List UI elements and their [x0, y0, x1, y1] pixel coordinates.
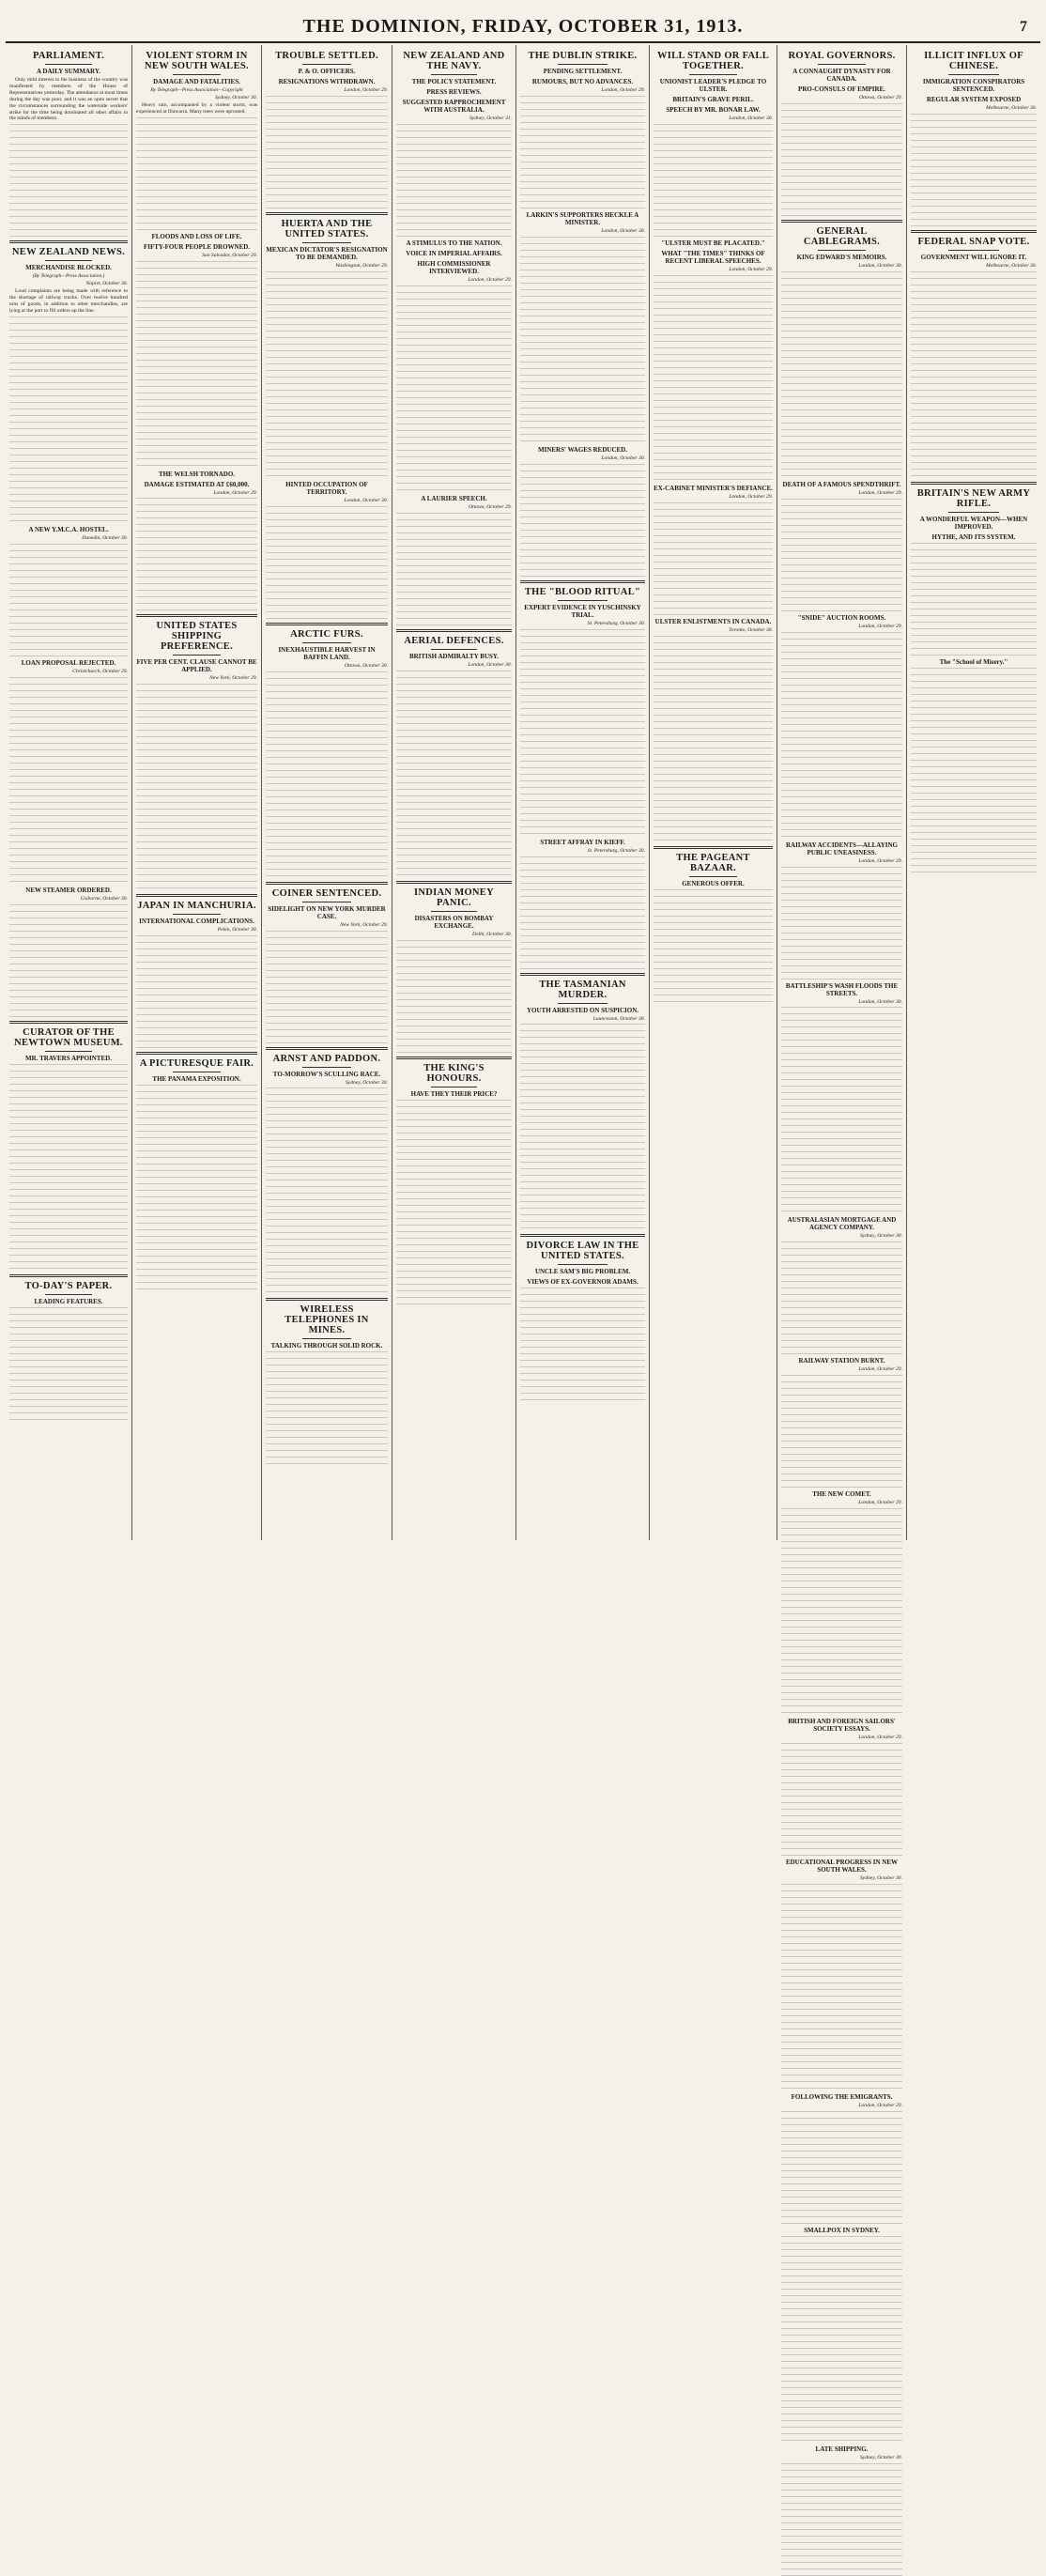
article — [266, 212, 388, 478]
article — [9, 1274, 128, 1420]
body-text-block — [396, 285, 512, 492]
body-text-block — [520, 856, 645, 969]
body-text-block — [266, 1351, 388, 1464]
article-subhead: SUGGESTED RAPPROCHEMENT WITH AUSTRALIA. — [402, 99, 506, 114]
article-subhead: TO-MORROW'S SCULLING RACE. — [272, 1070, 381, 1078]
body-text-block — [781, 1508, 902, 1715]
article — [9, 887, 128, 1017]
article-subhead: DAMAGE ESTIMATED AT £60,000. — [144, 480, 250, 488]
article — [911, 482, 1037, 656]
article-subhead: UNIONIST LEADER'S PLEDGE TO ULSTER. — [659, 78, 767, 93]
article — [781, 1718, 902, 1856]
article-subhead: The "School of Misery." — [939, 657, 1008, 666]
body-text-block — [781, 1743, 902, 1856]
article-subhead: RESIGNATIONS WITHDRAWN. — [278, 78, 376, 85]
article-subhead: THE PANAMA EXPOSITION. — [152, 1075, 241, 1084]
article-dateline: Christchurch, October 29. — [72, 668, 128, 674]
article-subhead: NEW STEAMER ORDERED. — [25, 886, 112, 894]
article-subhead: DEATH OF A FAMOUS SPENDTHRIFT. — [782, 480, 901, 488]
article-headline: THE PAGEANT BAZAAR. — [676, 852, 750, 873]
article — [520, 1234, 645, 1400]
article — [396, 239, 512, 492]
body-text-block — [9, 544, 128, 656]
column-7 — [777, 45, 907, 2460]
body-text-block — [266, 671, 388, 878]
article — [781, 982, 902, 1214]
body-text-block — [136, 684, 257, 890]
article — [396, 881, 512, 1053]
article — [654, 239, 773, 482]
article-headline: VIOLENT STORM IN NEW SOUTH WALES. — [145, 51, 249, 71]
body-text-block — [396, 940, 512, 1053]
article-headline: CURATOR OF THE NEWTOWN MUSEUM. — [14, 1026, 123, 1048]
article — [781, 1357, 902, 1488]
article — [654, 618, 773, 842]
article-subhead: VIEWS OF EX-GOVERNOR ADAMS. — [527, 1278, 638, 1287]
body-text-block — [781, 1375, 902, 1488]
article-headline: FEDERAL SNAP VOTE. — [917, 236, 1030, 247]
body-text-block — [136, 935, 257, 1048]
article-dateline: London, October 29. — [729, 266, 773, 272]
article-headline: THE TASMANIAN MURDER. — [539, 979, 626, 1000]
body-text-block — [266, 1087, 388, 1294]
article-dateline: Sydney, October 30. — [214, 94, 257, 100]
article-subhead: EX-CABINET MINISTER'S DEFIANCE. — [654, 484, 773, 492]
body-text-block — [911, 114, 1037, 226]
column-5 — [516, 45, 650, 1540]
article-dateline: St. Petersburg, October 30. — [587, 847, 645, 854]
article-dateline: St. Petersburg, October 30. — [587, 620, 645, 626]
article-subhead: PRESS REVIEWS. — [426, 88, 482, 96]
article — [781, 614, 902, 839]
article — [136, 614, 257, 890]
column-1 — [6, 45, 132, 1540]
article-subhead: REGULAR SYSTEM EXPOSED — [926, 96, 1022, 103]
article — [9, 526, 128, 656]
article-headline: ROYAL GOVERNORS. — [788, 51, 896, 61]
article — [781, 220, 902, 478]
article-subhead: AUSTRALASIAN MORTGAGE AND AGENCY COMPANY. — [787, 1216, 897, 1232]
article-subhead: FIVE PER CENT. CLAUSE CANNOT BE APPLIED. — [136, 658, 257, 674]
article — [9, 51, 128, 237]
article-subhead: A CONNAUGHT DYNASTY FOR CANADA. — [792, 68, 891, 83]
body-text-block — [911, 271, 1037, 478]
article-dateline: Ottawa, October 29. — [469, 503, 512, 510]
article-headline: AERIAL DEFENCES. — [404, 635, 504, 646]
article-dateline: London, October 30. — [729, 116, 773, 121]
article-subhead: BRITISH ADMIRALTY BUSY. — [408, 652, 500, 660]
article-subhead: MERCHANDISE BLOCKED. — [25, 264, 112, 272]
article — [520, 973, 645, 1231]
body-text-block — [911, 668, 1037, 874]
article-subhead: FLOODS AND LOSS OF LIFE. — [151, 232, 242, 240]
article — [266, 481, 388, 619]
article-headline: THE KING'S HONOURS. — [423, 1062, 485, 1084]
body-text-block — [396, 671, 512, 877]
article-dateline: London, October 29. — [858, 857, 902, 864]
article-headline: ARNST AND PADDON. — [272, 1053, 381, 1064]
article — [781, 481, 902, 611]
body-text-block — [654, 889, 773, 1002]
article-byline: (By Telegraph—Press Association.) — [32, 273, 105, 280]
article — [781, 2227, 902, 2443]
article — [654, 51, 773, 237]
body-text-block — [136, 498, 257, 610]
article-headline: WIRELESS TELEPHONES IN MINES. — [285, 1304, 369, 1336]
body-text-block — [781, 632, 902, 839]
article-headline: THE "BLOOD RITUAL" — [524, 586, 641, 597]
article — [396, 629, 512, 877]
body-text-block — [396, 1100, 512, 1306]
article-subhead: WHAT "THE TIMES" THINKS OF RECENT LIBERAL SPEECHES. — [661, 249, 765, 265]
article-subhead: PRO-CONSULS OF EMPIRE. — [798, 85, 885, 93]
article — [9, 659, 128, 884]
article-subhead: SMALLPOX IN SYDNEY. — [804, 2226, 880, 2234]
article-subhead: RAILWAY STATION BURNT. — [798, 1357, 885, 1365]
body-text-block — [266, 271, 388, 478]
article-dateline: Sydney, October 30. — [859, 2454, 902, 2460]
article-subhead: MEXICAN DICTATOR'S RESIGNATION TO BE DEMANDED. — [266, 245, 388, 261]
article-subhead: BRITISH AND FOREIGN SAILORS' SOCIETY ESSAYS. — [788, 1718, 896, 1734]
article — [396, 1057, 512, 1306]
article-headline: TO-DAY'S PAPER. — [24, 1280, 113, 1291]
article-dateline: London, October 30. — [858, 998, 902, 1005]
article-dateline: Toronto, October 30. — [729, 626, 773, 633]
article-dateline: London, October 29. — [468, 276, 512, 283]
body-text-block — [520, 1288, 645, 1400]
article — [396, 51, 512, 237]
body-text-block — [654, 636, 773, 842]
article-subhead: A LAURIER SPEECH. — [421, 494, 487, 502]
body-text-block — [520, 237, 645, 443]
article-subhead: A DAILY SUMMARY. — [36, 68, 100, 75]
article-subhead: SPEECH BY MR. BONAR LAW. — [666, 106, 761, 114]
article-subhead: BATTLESHIP'S WASH FLOODS THE STREETS. — [785, 981, 899, 997]
article-headline: BRITAIN'S NEW ARMY RIFLE. — [916, 487, 1031, 509]
body-text-block — [520, 464, 645, 577]
article-subhead: IMMIGRATION CONSPIRATORS SENTENCED. — [922, 78, 1025, 93]
article-subhead: "SNIDE" AUCTION ROOMS. — [797, 613, 886, 622]
article-subhead: VOICE IN IMPERIAL AFFAIRS. — [406, 249, 502, 257]
article-subhead: THE NEW COMET. — [812, 1490, 871, 1499]
body-text-block — [266, 506, 388, 619]
body-text-block — [396, 124, 512, 237]
article — [781, 1859, 902, 2090]
article-subhead: A NEW Y.M.C.A. HOSTEL. — [28, 525, 109, 533]
article-subhead: GOVERNMENT WILL IGNORE IT. — [920, 253, 1027, 261]
article-dateline: London, October 30. — [858, 262, 902, 269]
article — [654, 485, 773, 615]
article-subhead: ULSTER ENLISTMENTS IN CANADA. — [654, 617, 772, 625]
article-subhead: DISASTERS ON BOMBAY EXCHANGE. — [414, 914, 494, 930]
column-3 — [262, 45, 392, 1540]
article — [781, 841, 902, 979]
article — [266, 623, 388, 878]
article-subhead: GENEROUS OFFER. — [682, 879, 745, 887]
body-text-block — [136, 117, 257, 230]
column-6 — [650, 45, 777, 1540]
article — [136, 233, 257, 468]
article — [781, 1216, 902, 1354]
article-subhead: SIDELIGHT ON NEW YORK MURDER CASE. — [268, 904, 386, 920]
article-body: Only mild interest in the business of the country was manifested by members of the House of Representatives yesterday. The attendance at most times during the day was poor, and it was an open secret that the circumstances surrounding the waterside workers' strike for the time being dominated all other affairs in the minds of members. — [9, 77, 128, 122]
columns — [6, 45, 1040, 2460]
article-subhead: THE POLICY STATEMENT. — [411, 78, 497, 85]
article-dateline: London, October 30. — [344, 497, 388, 503]
article-subhead: A WONDERFUL WEAPON—WHEN IMPROVED. — [919, 515, 1028, 531]
article — [781, 51, 902, 216]
article — [9, 1021, 128, 1271]
article-subhead: YOUTH ARRESTED ON SUSPICION. — [526, 1006, 639, 1014]
body-text-block — [9, 316, 128, 523]
body-text-block — [781, 867, 902, 979]
article-subhead: EXPERT EVIDENCE IN YUSCHINSKY TRIAL. — [524, 603, 641, 619]
article-dateline: London, October 30. — [601, 227, 645, 234]
article-dateline: Melbourne, October 30. — [985, 105, 1037, 111]
article-headline: INDIAN MONEY PANIC. — [414, 887, 494, 908]
article-headline: TROUBLE SETTLED. — [275, 51, 378, 61]
article-subhead: THE WELSH TORNADO. — [158, 470, 236, 478]
body-text-block — [9, 124, 128, 237]
masthead — [6, 0, 1040, 43]
article-headline: HUERTA AND THE UNITED STATES. — [281, 218, 373, 239]
page-number: 7 — [1020, 19, 1027, 35]
article-dateline: London, October 29. — [858, 1735, 902, 1741]
body-text-block — [781, 2236, 902, 2443]
article-headline: COINER SENTENCED. — [271, 887, 382, 899]
article-subhead: KING EDWARD'S MEMOIRS. — [796, 253, 887, 261]
article-dateline: London, October 29. — [858, 1500, 902, 1506]
article-subhead: EDUCATIONAL PROGRESS IN NEW SOUTH WALES. — [785, 1859, 899, 1874]
article-headline: WILL STAND OR FALL TOGETHER. — [656, 51, 770, 71]
article-subhead: LATE SHIPPING. — [815, 2445, 869, 2453]
article-subhead: FOLLOWING THE EMIGRANTS. — [791, 2092, 893, 2101]
article-dateline: Sydney, October 31. — [469, 116, 512, 121]
body-text-block — [266, 931, 388, 1043]
article-subhead: HIGH COMMISSIONER INTERVIEWED. — [417, 259, 491, 275]
article-dateline: Pekin, October 30. — [217, 927, 257, 933]
article — [136, 470, 257, 611]
body-text-block — [520, 96, 645, 208]
article — [654, 846, 773, 1002]
column-4 — [392, 45, 516, 1540]
body-text-block — [396, 513, 512, 625]
article-subhead: HINTED OCCUPATION OF TERRITORY. — [285, 480, 368, 496]
body-text-block — [781, 271, 902, 478]
article-subhead: LEADING FEATURES. — [34, 1297, 103, 1305]
article-dateline: Sydney, October 30. — [859, 1233, 902, 1240]
body-text-block — [266, 96, 388, 208]
article-subhead: INTERNATIONAL COMPLICATIONS. — [139, 918, 254, 926]
article — [266, 882, 388, 1043]
article — [781, 2445, 902, 2576]
article-dateline: Sydney, October 30. — [859, 1875, 902, 1882]
article-subhead: UNCLE SAM'S BIG PROBLEM. — [534, 1268, 631, 1276]
article-dateline: New York, October 29. — [340, 921, 388, 928]
article-dateline: Napier, October 30. — [85, 281, 128, 287]
body-text-block — [911, 543, 1037, 656]
body-text-block — [781, 499, 902, 611]
article — [136, 894, 257, 1048]
body-text-block — [520, 629, 645, 836]
article-dateline: Dunedin, October 30. — [82, 534, 128, 541]
article-subhead: DAMAGE AND FATALITIES. — [153, 78, 240, 85]
article-subhead: LOAN PROPOSAL REJECTED. — [21, 658, 116, 667]
body-text-block — [781, 1242, 902, 1354]
article-subhead: STREET AFFRAY IN KIEFF. — [540, 838, 625, 846]
article — [266, 1047, 388, 1295]
article — [266, 51, 388, 208]
article-subhead: P. & O. OFFICERS. — [298, 68, 356, 75]
article-dateline: London, October 29. — [344, 87, 388, 93]
article-headline: ILLICIT INFLUX OF CHINESE. — [924, 51, 1023, 71]
article-byline: By Telegraph—Press Association—Copyright — [150, 87, 243, 93]
article-dateline: Launceston, October 30. — [592, 1015, 645, 1022]
article — [911, 230, 1037, 478]
article-headline: ARCTIC FURS. — [290, 628, 363, 640]
article-subhead: RAILWAY ACCIDENTS—ALLAYING PUBLIC UNEASINESS. — [786, 841, 898, 856]
article-dateline: Delhi, October 30. — [472, 931, 512, 937]
article-dateline: London, October 29. — [858, 623, 902, 629]
article — [396, 495, 512, 625]
body-text-block — [9, 677, 128, 884]
body-text-block — [654, 124, 773, 237]
article-dateline: London, October 29. — [858, 2102, 902, 2108]
article-headline: GENERAL CABLEGRAMS. — [803, 225, 881, 247]
article — [781, 1490, 902, 1715]
article-headline: JAPAN IN MANCHURIA. — [137, 901, 256, 912]
article — [520, 839, 645, 969]
article-subhead: MINERS' WAGES REDUCED. — [538, 445, 627, 454]
article-dateline: Melbourne, October 30. — [985, 262, 1037, 269]
body-text-block — [654, 275, 773, 482]
article-dateline: London, October 30. — [468, 661, 512, 668]
article-subhead: FIFTY-FOUR PEOPLE DROWNED. — [143, 242, 251, 251]
article-headline: UNITED STATES SHIPPING PREFERENCE. — [156, 621, 238, 653]
article — [136, 1052, 257, 1291]
article — [911, 658, 1037, 874]
column-8 — [907, 45, 1040, 1540]
article-subhead: A STIMULUS TO THE NATION. — [406, 239, 502, 247]
article — [520, 211, 645, 443]
article-subhead: HYTHE, AND ITS SYSTEM. — [931, 532, 1016, 541]
masthead-title: THE DOMINION, FRIDAY, OCTOBER 31, 1913. — [302, 16, 744, 37]
article — [520, 51, 645, 208]
body-text-block — [136, 261, 257, 468]
article-subhead: BRITAIN'S GRAVE PERIL. — [672, 96, 754, 103]
article-dateline: London, October 29. — [858, 489, 902, 496]
body-text-block — [9, 904, 128, 1017]
body-text-block — [9, 1064, 128, 1271]
article-dateline: Washington, October 29. — [335, 262, 388, 269]
article-dateline: London, October 29. — [858, 1366, 902, 1373]
article-headline: THE DUBLIN STRIKE. — [528, 51, 638, 61]
article-dateline: London, October 29. — [601, 87, 645, 93]
body-text-block — [520, 1024, 645, 1230]
article — [9, 240, 128, 522]
article — [781, 2093, 902, 2224]
body-text-block — [654, 502, 773, 615]
body-text-block — [136, 1085, 257, 1291]
article-subhead: INEXHAUSTIBLE HARVEST IN BAFFIN LAND. — [278, 645, 376, 661]
article-dateline: London, October 29. — [213, 489, 257, 496]
column-2 — [132, 45, 262, 1540]
body-text-block — [781, 1884, 902, 2090]
article — [266, 1298, 388, 1464]
article-dateline: San Salvador, October 29. — [202, 252, 257, 258]
article-headline: DIVORCE LAW IN THE UNITED STATES. — [526, 1241, 639, 1262]
body-text-block — [9, 1307, 128, 1420]
article-subhead: RUMOURS, BUT NO ADVANCES. — [531, 78, 634, 85]
body-text-block — [781, 103, 902, 216]
article-subhead: PENDING SETTLEMENT. — [543, 68, 623, 75]
article-subhead: LARKIN'S SUPPORTERS HECKLE A MINISTER. — [526, 210, 639, 226]
article — [520, 446, 645, 577]
article-dateline: London, October 29. — [729, 493, 773, 500]
body-text-block — [781, 2463, 902, 2576]
article-headline: PARLIAMENT. — [32, 51, 105, 61]
article-headline: A PICTURESQUE FAIR. — [139, 1058, 254, 1070]
article — [136, 51, 257, 230]
article-dateline: Gisborne, October 30. — [80, 895, 128, 902]
article-dateline: Sydney, October 30. — [345, 1079, 388, 1086]
article-subhead: "ULSTER MUST BE PLACATED." — [661, 239, 765, 247]
article-headline: NEW ZEALAND NEWS. — [11, 247, 126, 258]
article-headline: NEW ZEALAND AND THE NAVY. — [403, 51, 505, 71]
article-body: Heavy rain, accompanied by a violent storm, was experienced at Illawarra. Many trees were uprooted. — [136, 101, 257, 115]
article — [911, 51, 1037, 226]
article-subhead: HAVE THEY THEIR PRICE? — [410, 1089, 498, 1098]
article-subhead: TALKING THROUGH SOLID ROCK. — [270, 1342, 383, 1350]
article-subhead: MR. TRAVERS APPOINTED. — [25, 1054, 112, 1062]
article-body: Loud complaints are being made with reference to the shortage of railway trucks. Over twelve hundred tons of goods, in addition to other merchandise, are lying at the port to fill orders up the line. — [9, 288, 128, 314]
article — [520, 580, 645, 836]
article-dateline: Ottawa, October 29. — [859, 95, 902, 100]
body-text-block — [781, 1007, 902, 1213]
body-text-block — [781, 2111, 902, 2224]
article-dateline: New York, October 29. — [209, 675, 257, 682]
article-dateline: Ottawa, October 30. — [345, 662, 388, 669]
article-dateline: London, October 30. — [601, 455, 645, 461]
